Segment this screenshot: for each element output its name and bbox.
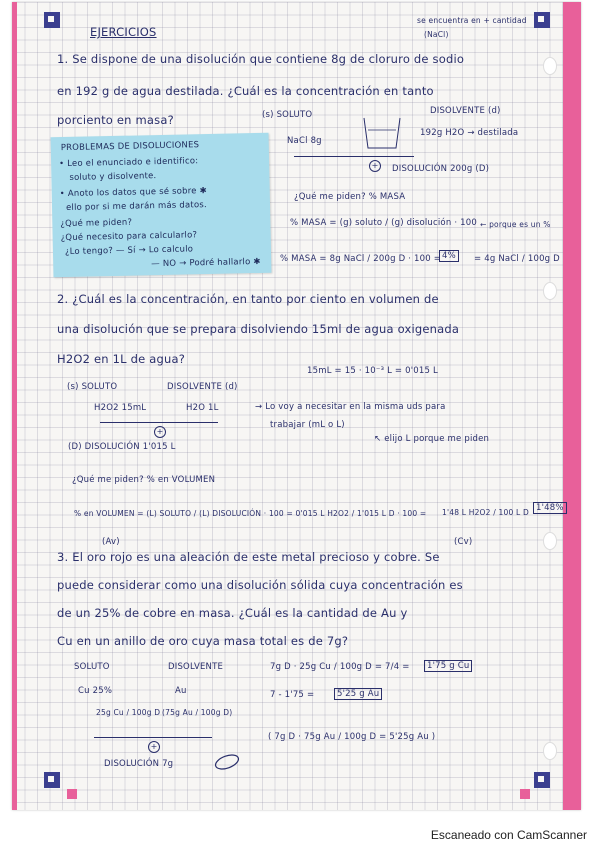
sticky-line: ¿Qué me piden? [60,217,133,230]
sticky-line: ello por si me darán más datos. [65,200,207,213]
ex2-question: ¿Qué me piden? % en VOLUMEN [72,475,216,485]
ex3-aufrac: (75g Au / 100g D) [162,708,233,717]
notebook-page [12,2,581,810]
ex2-h2o2: H2O2 15mL [94,403,147,413]
ex3-line1: 3. El oro rojo es una aleación de este metal precioso y cobre. Se [57,550,440,564]
ex1-disolucion: DISOLUCIÓN 200g (D) [392,164,490,174]
sticky-line: • Leo el enunciado e identifico: [59,156,199,170]
ex3-au: Au [175,686,187,696]
ex2-disolvente: DISOLVENTE (d) [167,382,238,392]
note-top-2: (NaCl) [424,30,449,39]
ex2-result: 1'48% [533,502,567,514]
ex2-soluto: (s) SOLUTO [67,382,118,392]
page-pink-edge [563,2,581,810]
ex3-calc3: ( 7g D · 75g Au / 100g D = 5'25g Au ) [268,732,436,742]
sticky-line: • Anoto los datos que sé sobre ✱ [59,186,208,200]
ex1-formula: % MASA = (g) soluto / (g) disolución · 100 [290,218,477,228]
beaker-icon [360,114,404,150]
ex1-question: ¿Qué me piden? % MASA [294,192,406,202]
ex1-line3: porciento en masa? [57,113,174,127]
ex1-result: 4% [439,250,459,262]
ex2-cv: (Cv) [454,537,473,547]
ex1-porque: ← porque es un % [480,220,551,229]
ex3-disolvente: DISOLVENTE [168,662,224,672]
ex1-line2: en 192 g de agua destilada. ¿Cuál es la concentración en tanto [57,84,434,98]
sticky-line: ¿Qué necesito para calcularlo? [60,230,198,244]
plus-icon: + [369,160,381,172]
ex3-line3: de un 25% de cobre en masa. ¿Cuál es la cantidad de Au y [57,606,408,620]
sticky-line: — NO → Podré hallarlo ✱ [151,256,261,270]
ex1-result2: = 4g NaCl / 100g D [474,254,560,264]
ex2-h2o: H2O 1L [186,403,219,413]
ex2-note3: ↖ elijo L porque me piden [374,434,490,444]
sticky-line: ¿Lo tengo? — Sí → Lo calculo [64,244,194,258]
binder-hole [543,742,557,760]
ex2-note1: → Lo voy a necesitar en la misma uds para [255,402,446,412]
ex3-cu: Cu 25% [78,686,113,696]
plus-icon: + [154,426,166,438]
ex3-line2: puede considerar como una disolución sólida cuya concentración es [57,578,463,592]
ex3-res1: 1'75 g Cu [424,660,472,672]
sticky-note [51,133,272,278]
scanner-watermark: Escaneado con CamScanner [430,828,587,842]
ring-icon [212,752,242,772]
ex2-formula: % en VOLUMEN = (L) SOLUTO / (L) DISOLUCIÓN · 100 = 0'015 L H2O2 / 1'015 L D · 100 = [74,509,427,518]
ex1-calc: % MASA = 8g NaCl / 200g D · 100 = [280,254,442,264]
ex2-frac: 1'48 L H2O2 / 100 L D [442,508,529,517]
corner-mark-icon [44,772,60,788]
binder-hole [543,57,557,75]
corner-mark-icon [44,12,60,28]
ex1-soluto: (s) SOLUTO [262,110,313,120]
ex1-nacl: NaCl 8g [287,136,322,146]
ex1-line1: 1. Se dispone de una disolución que contiene 8g de cloruro de sodio [57,52,465,66]
ex2-line2: una disolución que se prepara disolviendo 15ml de agua oxigenada [57,322,460,336]
ex1-disolvente: DISOLVENTE (d) [430,106,501,116]
corner-mark-icon [534,12,550,28]
ex3-res2: 5'25 g Au [334,688,382,700]
ex3-calc2: 7 - 1'75 = [270,690,315,700]
ex2-note2: trabajar (mL o L) [270,420,345,430]
corner-mark-icon [534,772,550,788]
ex3-soluto: SOLUTO [74,662,110,672]
ex3-line4: Cu en un anillo de oro cuya masa total es de 7g? [57,634,349,648]
ex2-av: (Av) [102,537,120,547]
pink-square-icon [520,789,530,799]
ex3-disolucion: DISOLUCIÓN 7g [104,759,174,769]
sticky-title: PROBLEMAS DE DISOLUCIONES [60,140,200,154]
binder-hole [543,282,557,300]
pink-square-icon [67,789,77,799]
ex3-cufrac: 25g Cu / 100g D [96,708,161,717]
note-top: se encuentra en + cantidad [417,16,527,25]
plus-icon: + [148,741,160,753]
ex2-disolucion: (D) DISOLUCIÓN 1'015 L [68,442,176,452]
ex2-conv: 15mL = 15 · 10⁻³ L = 0'015 L [307,366,438,376]
ex2-line1: 2. ¿Cuál es la concentración, en tanto por ciento en volumen de [57,292,439,306]
ex1-agua: 192g H2O → destilada [420,128,519,138]
page-title: EJERCICIOS [90,25,157,39]
page-pink-left-edge [12,2,17,810]
ex3-calc1: 7g D · 25g Cu / 100g D = 7/4 = [270,662,410,672]
binder-hole [543,532,557,550]
ex2-line3: H2O2 en 1L de agua? [57,352,186,366]
sticky-line: soluto y disolvente. [69,171,157,183]
